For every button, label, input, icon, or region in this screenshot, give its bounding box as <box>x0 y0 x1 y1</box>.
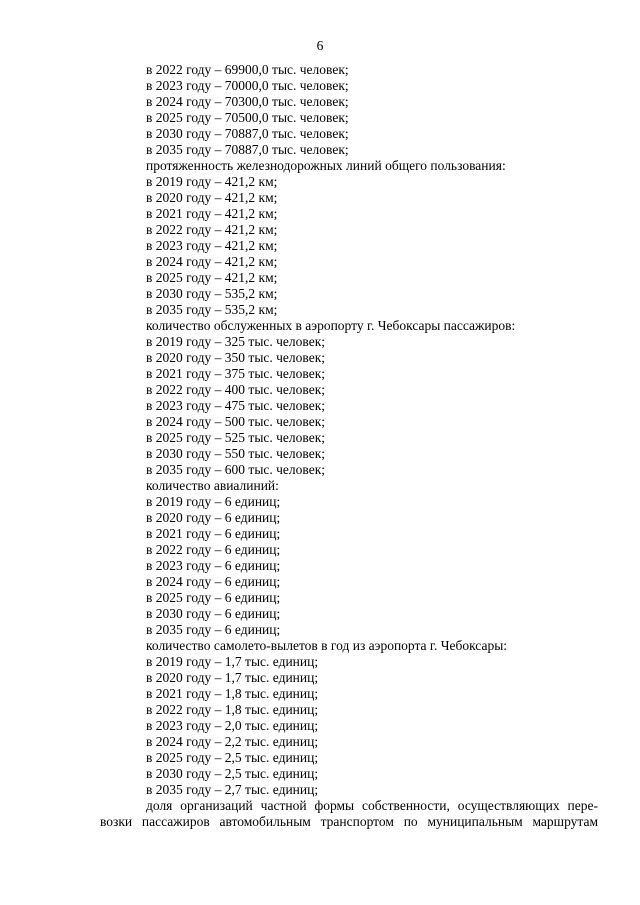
text-line: в 2024 году – 70300,0 тыс. человек; <box>146 94 349 109</box>
text-line: количество самолето-вылетов в год из аэропорта г. Чебоксары: <box>146 638 508 653</box>
text-line: в 2020 году – 1,7 тыс. единиц; <box>146 670 319 685</box>
text-line: в 2025 году – 70500,0 тыс. человек; <box>146 110 349 125</box>
text-line: в 2035 году – 535,2 км; <box>146 302 278 317</box>
text-line: в 2021 году – 421,2 км; <box>146 206 278 221</box>
text-line: в 2030 году – 6 единиц; <box>146 606 281 621</box>
text-line: в 2035 году – 6 единиц; <box>146 622 281 637</box>
text-line: в 2025 году – 2,5 тыс. единиц; <box>146 750 319 765</box>
text-line: в 2020 году – 421,2 км; <box>146 190 278 205</box>
text-line: в 2022 году – 6 единиц; <box>146 542 281 557</box>
text-line: в 2022 году – 1,8 тыс. единиц; <box>146 702 319 717</box>
text-line: в 2023 году – 475 тыс. человек; <box>146 398 326 413</box>
text-line: в 2024 году – 421,2 км; <box>146 254 278 269</box>
text-line: в 2025 году – 525 тыс. человек; <box>146 430 326 445</box>
text-line: в 2019 году – 6 единиц; <box>146 494 281 509</box>
text-line: в 2030 году – 2,5 тыс. единиц; <box>146 766 319 781</box>
text-line: в 2025 году – 421,2 км; <box>146 270 278 285</box>
text-line: в 2035 году – 70887,0 тыс. человек; <box>146 142 349 157</box>
text-line: в 2022 году – 69900,0 тыс. человек; <box>146 62 349 77</box>
text-line: в 2021 году – 375 тыс. человек; <box>146 366 326 381</box>
text-line: в 2024 году – 6 единиц; <box>146 574 281 589</box>
indicator-list <box>146 62 598 798</box>
paragraph-line: доля организаций частной формы собственности, осуществляющих пере- <box>146 798 598 813</box>
text-line: в 2030 году – 550 тыс. человек; <box>146 446 326 461</box>
text-line: в 2025 году – 6 единиц; <box>146 590 281 605</box>
text-line: в 2020 году – 350 тыс. человек; <box>146 350 326 365</box>
text-line: в 2023 году – 2,0 тыс. единиц; <box>146 718 319 733</box>
page-number: 6 <box>316 38 324 53</box>
text-line: протяженность железнодорожных линий общего пользования: <box>146 158 506 173</box>
text-line: в 2019 году – 421,2 км; <box>146 174 278 189</box>
text-line: в 2030 году – 70887,0 тыс. человек; <box>146 126 349 141</box>
text-line: в 2020 году – 6 единиц; <box>146 510 281 525</box>
text-line: в 2019 году – 325 тыс. человек; <box>146 334 326 349</box>
text-line: в 2021 году – 6 единиц; <box>146 526 281 541</box>
text-line: в 2035 году – 2,7 тыс. единиц; <box>146 782 319 797</box>
paragraph-line: возки пассажиров автомобильным транспортом по муниципальным маршрутам <box>100 814 598 829</box>
text-line: в 2023 году – 6 единиц; <box>146 558 281 573</box>
text-line: в 2023 году – 70000,0 тыс. человек; <box>146 78 349 93</box>
text-line: в 2022 году – 421,2 км; <box>146 222 278 237</box>
document-body <box>100 62 598 830</box>
text-line: количество обслуженных в аэропорту г. Чебоксары пассажиров: <box>146 318 516 333</box>
text-line: в 2023 году – 421,2 км; <box>146 238 278 253</box>
text-line: в 2030 году – 535,2 км; <box>146 286 278 301</box>
text-line: в 2022 году – 400 тыс. человек; <box>146 382 326 397</box>
text-line: в 2035 году – 600 тыс. человек; <box>146 462 326 477</box>
text-line: в 2024 году – 2,2 тыс. единиц; <box>146 734 319 749</box>
text-line: в 2019 году – 1,7 тыс. единиц; <box>146 654 319 669</box>
text-line: в 2024 году – 500 тыс. человек; <box>146 414 326 429</box>
text-line: количество авиалиний: <box>146 478 279 493</box>
text-line: в 2021 году – 1,8 тыс. единиц; <box>146 686 319 701</box>
